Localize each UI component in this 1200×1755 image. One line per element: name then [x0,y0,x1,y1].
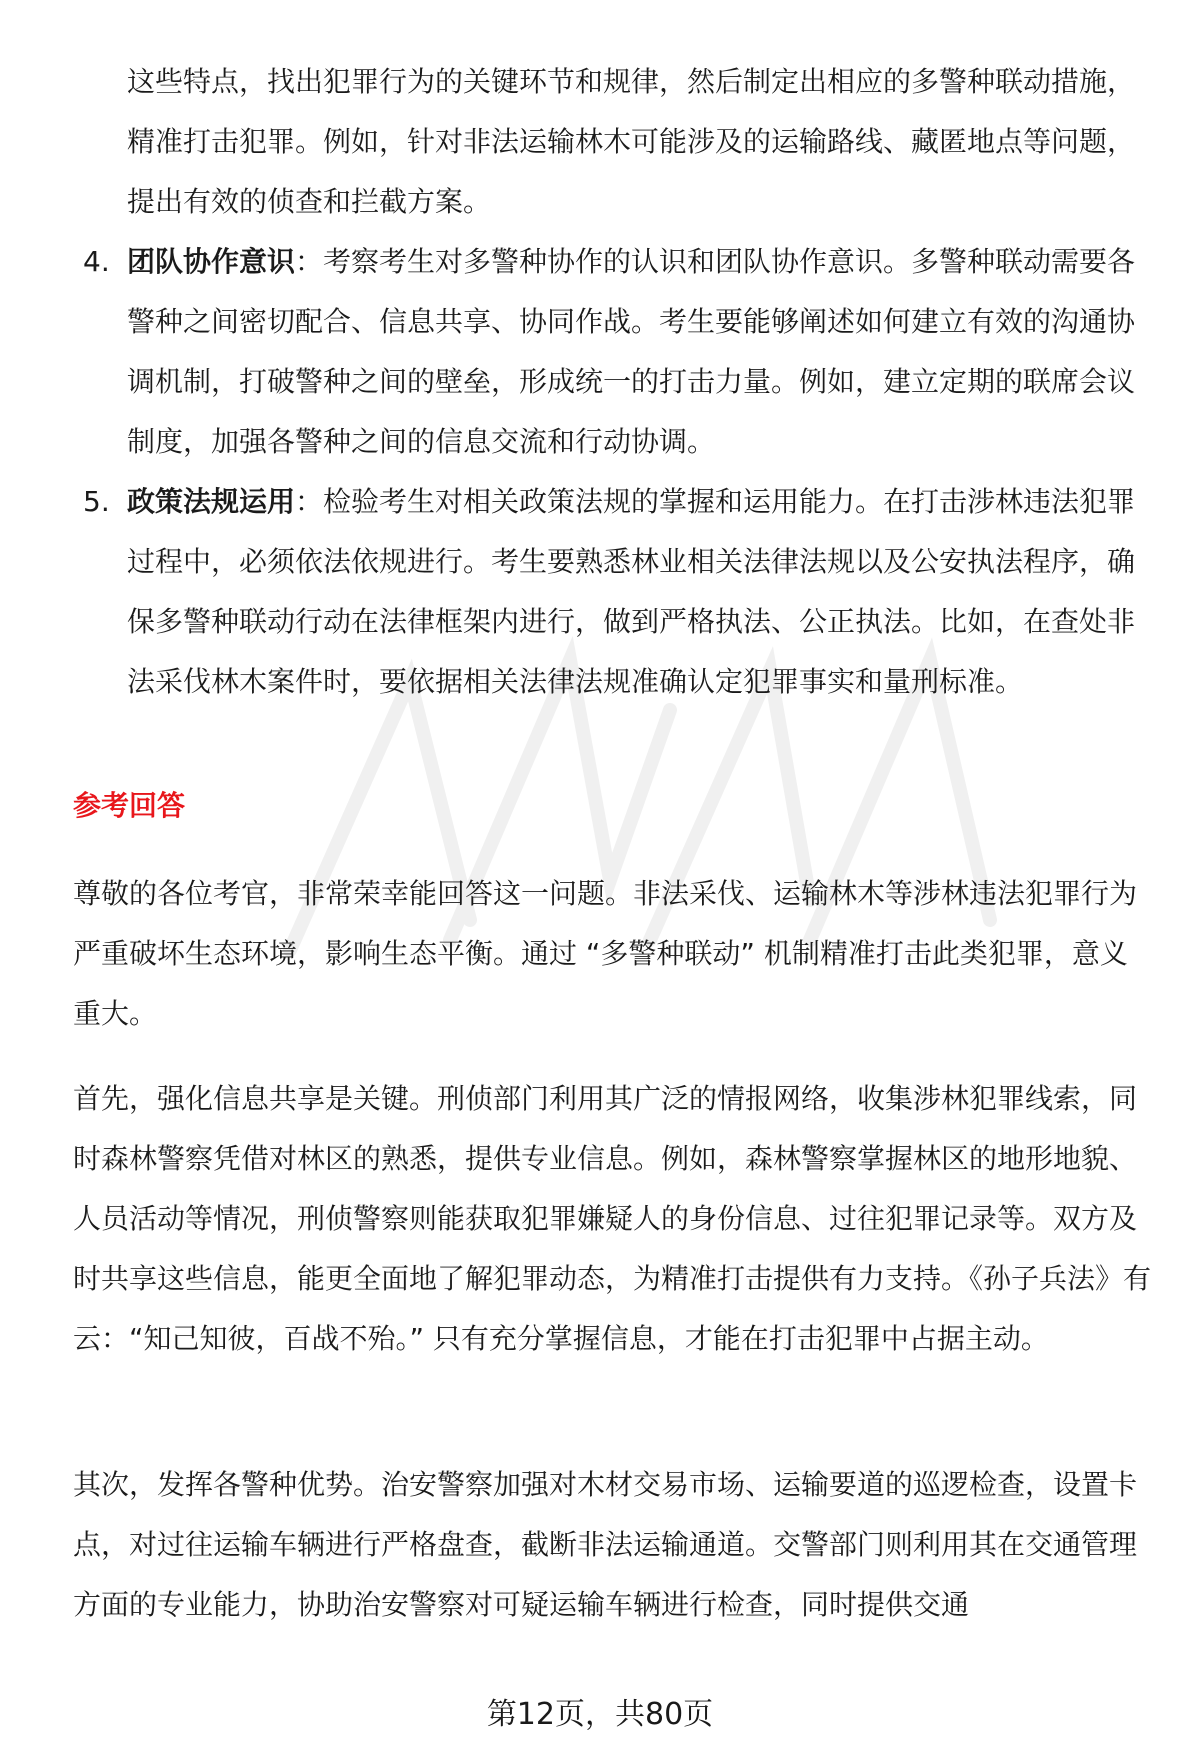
page-number: 第12页，共80页 [486,1697,714,1732]
list-item-text: ：考察考生对多警种协作的认识和团队协作意识。多警种联动需要各警种之间密切配合、信息共享、协同作战。考生要能够阐述如何建立有效的沟通协调机制，打破警种之间的壁垒，形成统一的打击力量。例如，建立定期的联席会议制度，加强各警种之间的信息交流和行动协调。 [127,245,1136,458]
answer-paragraph: 尊敬的各位考官，非常荣幸能回答这一问题。非法采伐、运输林木等涉林违法犯罪行为严重破坏生态环境，影响生态平衡。通过 “多警种联动” 机制精准打击此类犯罪，意义重大。 [73,877,1138,1030]
list-item-title: 政策法规运用 [127,485,296,518]
section-heading: 参考回答 [73,789,186,822]
answer-paragraph: 其次，发挥各警种优势。治安警察加强对木材交易市场、运输要道的巡逻检查，设置卡点，对过往运输车辆进行严格盘查，截断非法运输通道。交警部门则利用其在交通管理方面的专业能力，协助治安警察对可疑运输车辆进行检查，同时提供交通 [73,1468,1138,1621]
list-item-teamwork [0,232,1200,472]
list-item-text: 这些特点，找出犯罪行为的关键环节和规律，然后制定出相应的多警种联动措施，精准打击犯罪。例如，针对非法运输林木可能涉及的运输路线、藏匿地点等问题，提出有效的侦查和拦截方案。 [127,65,1136,218]
requirements-list [0,52,1200,712]
list-item-continuation [0,52,1200,232]
list-item-policy [0,472,1200,712]
list-item-number: 4. [83,245,110,278]
answer-paragraph: 首先，强化信息共享是关键。刑侦部门利用其广泛的情报网络，收集涉林犯罪线索，同时森林警察凭借对林区的熟悉，提供专业信息。例如，森林警察掌握林区的地形地貌、人员活动等情况，刑侦警察则能获取犯罪嫌疑人的身份信息、过往犯罪记录等。双方及时共享这些信息，能更全面地了解犯罪动态，为精准打击提供有力支持。《孙子兵法》有云：“知己知彼，百战不殆。” 只有充分掌握信息，才能在打击犯罪中占据主动。 [73,1082,1152,1355]
list-item-number: 5. [83,485,110,518]
list-item-text: ：检验考生对相关政策法规的掌握和运用能力。在打击涉林违法犯罪过程中，必须依法依规进行。考生要熟悉林业相关法律法规以及公安执法程序，确保多警种联动行动在法律框架内进行，做到严格执法、公正执法。比如，在查处非法采伐林木案件时，要依据相关法律法规准确认定犯罪事实和量刑标准。 [127,485,1136,698]
list-item-title: 团队协作意识 [127,245,296,278]
